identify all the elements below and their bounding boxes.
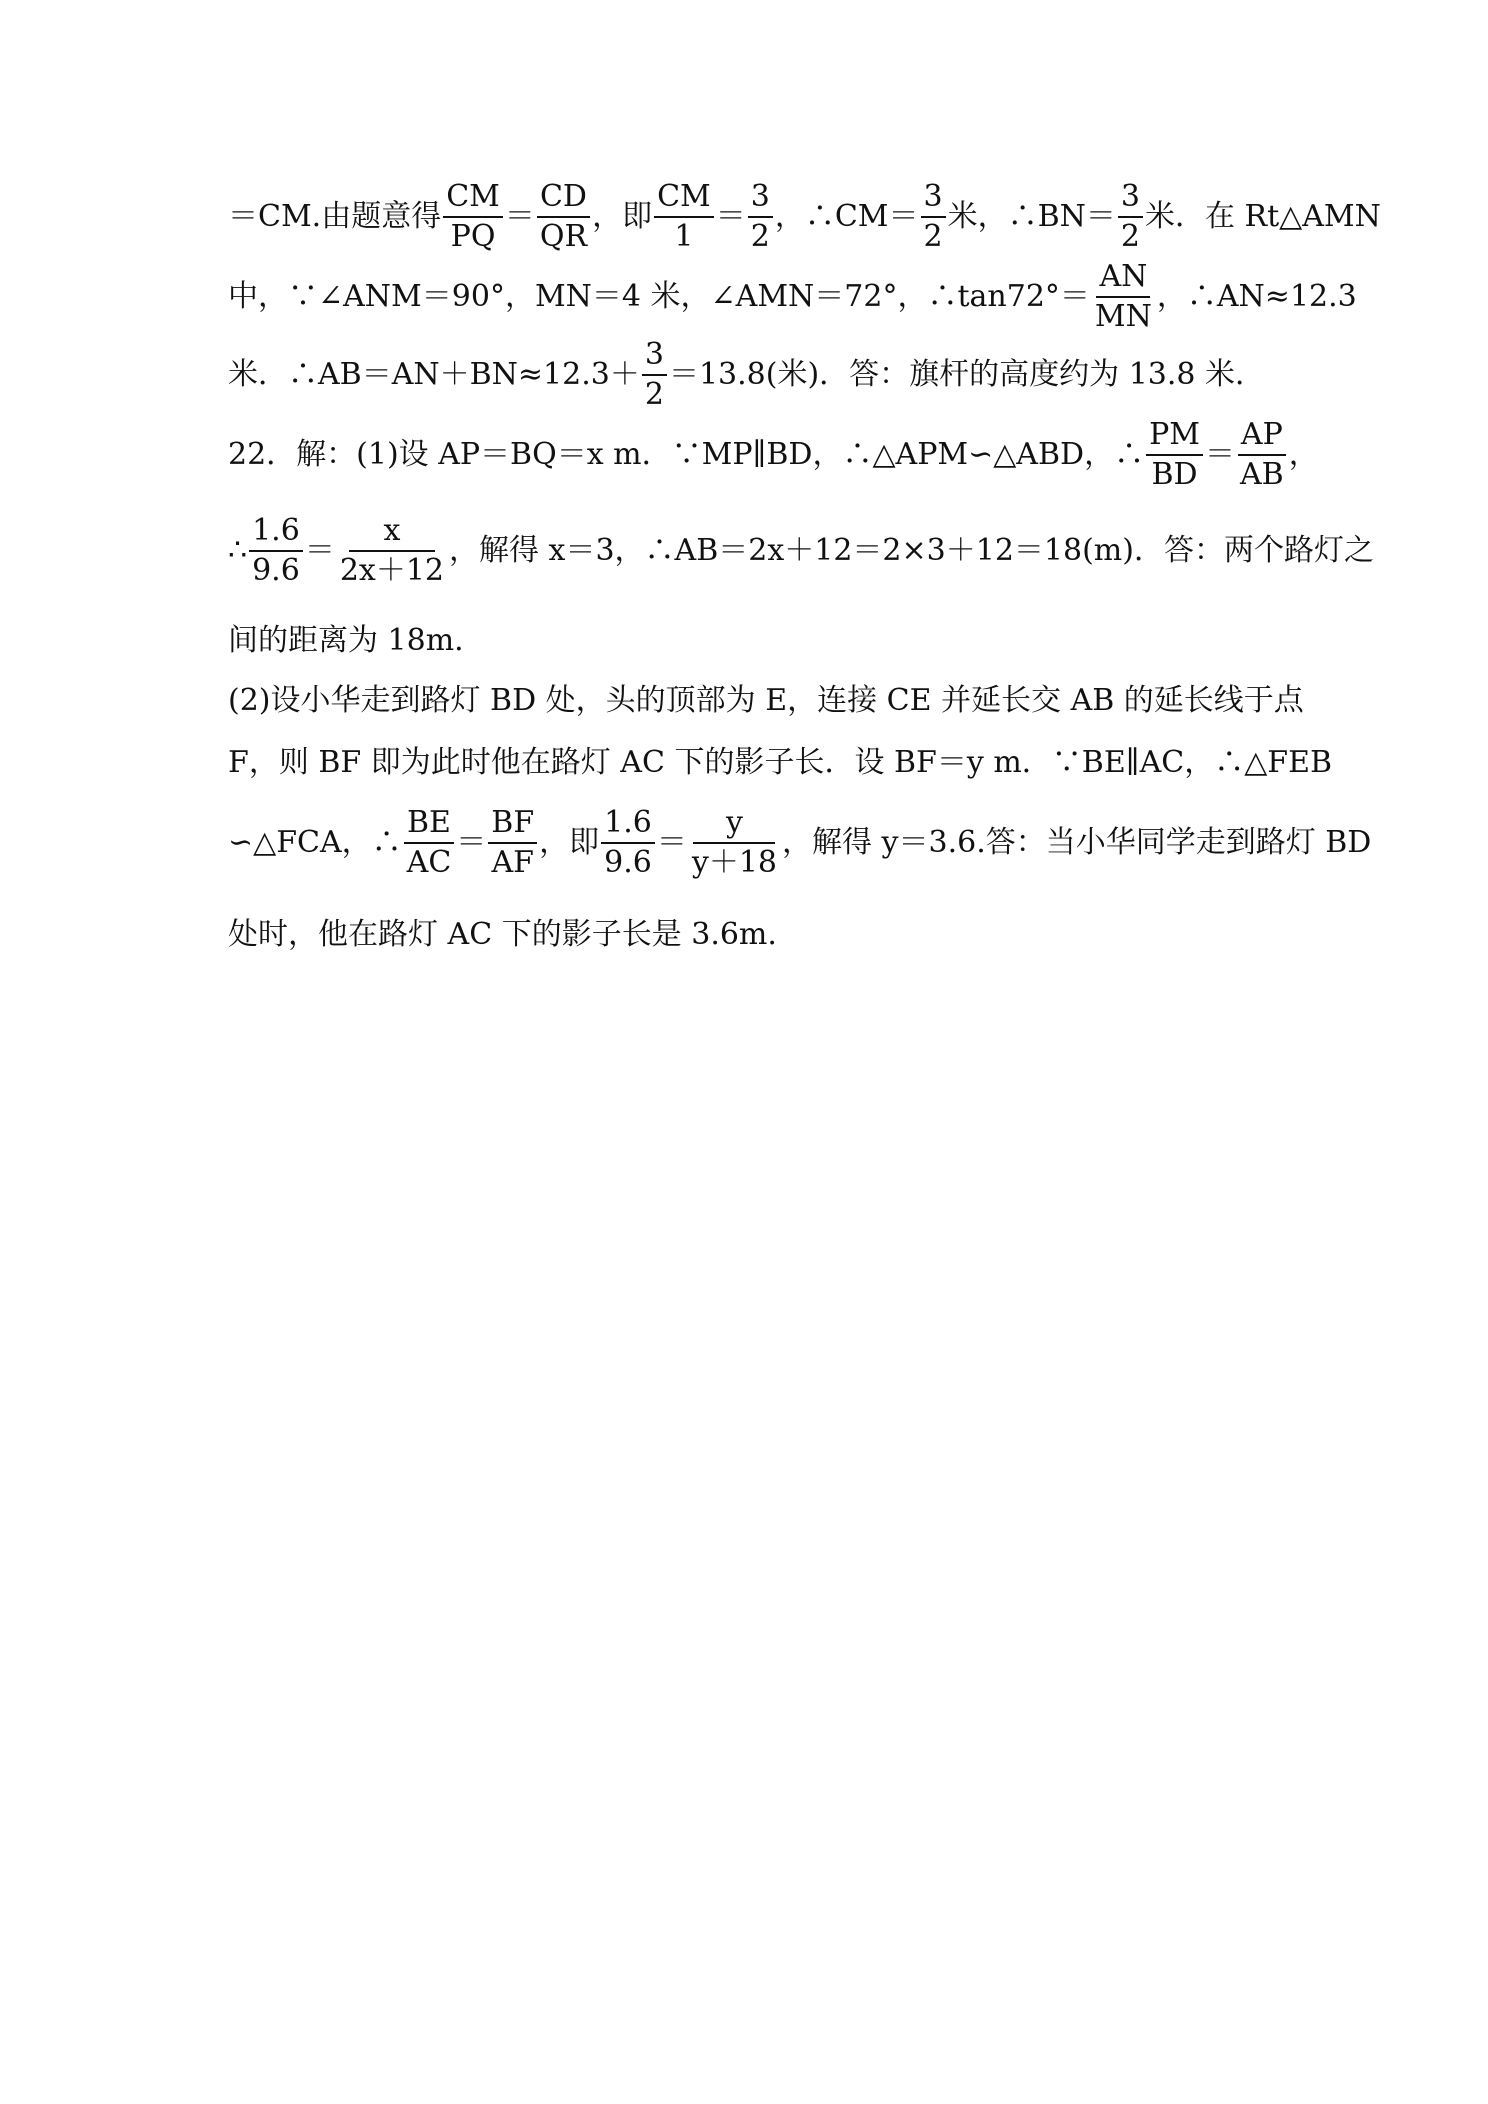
fraction-numerator: BF	[488, 806, 537, 844]
fraction-denominator: 2	[750, 219, 770, 254]
fraction-numerator: 1.6	[601, 806, 655, 844]
text-line-9	[228, 798, 1372, 888]
text-segment: ＝	[456, 825, 487, 860]
text-segment: ＝13.8(米)．答：旗杆的高度约为 13.8 米．	[668, 357, 1266, 392]
fraction-numerator: AN	[1096, 260, 1150, 298]
fraction	[642, 338, 667, 412]
text-line-5	[228, 506, 1374, 596]
fraction	[748, 180, 773, 254]
text-segment: F，则 BF 即为此时他在路灯 AC 下的影子长．设 BF＝y m．∵BE∥AC，∴△FEB	[228, 745, 1333, 780]
text-segment: ，解得 x＝3，∴AB＝2x＋12＝2×3＋12＝18(m)．答：两个路灯之	[449, 533, 1374, 568]
fraction-denominator: 1	[674, 219, 694, 254]
text-line-10	[228, 890, 1260, 980]
text-line-1	[228, 172, 1381, 262]
text-line-4	[228, 410, 1319, 500]
fraction	[488, 806, 537, 880]
text-segment: ＝	[304, 533, 335, 568]
fraction-numerator: CM	[443, 180, 503, 218]
fraction-denominator: y＋18	[691, 845, 777, 880]
fraction	[1237, 418, 1287, 492]
fraction	[1118, 180, 1143, 254]
text-line-8	[228, 718, 1333, 808]
text-segment: ，∴CM＝	[774, 199, 919, 234]
text-segment: (2)设小华走到路灯 BD 处，头的顶部为 E，连接 CE 并延长交 AB 的延长线于点	[228, 683, 1304, 718]
text-segment: 米，∴BN＝	[947, 199, 1116, 234]
fraction-denominator: 9.6	[252, 553, 300, 588]
fraction-denominator: 9.6	[604, 845, 652, 880]
fraction	[337, 514, 447, 588]
fraction	[404, 806, 455, 880]
fraction-denominator: PQ	[450, 219, 496, 254]
fraction-numerator: 3	[642, 338, 667, 376]
fraction-numerator: y	[693, 806, 775, 844]
fraction-denominator: 2	[1120, 219, 1140, 254]
fraction	[1146, 418, 1203, 492]
fraction-denominator: AF	[491, 845, 534, 880]
fraction-numerator: BE	[404, 806, 454, 844]
fraction-numerator: 3	[748, 180, 773, 218]
fraction	[537, 180, 590, 254]
fraction	[443, 180, 503, 254]
fraction-denominator: 2	[644, 377, 664, 412]
text-segment: ＝	[656, 825, 687, 860]
text-segment: ，即	[539, 825, 600, 860]
fraction-numerator: x	[349, 514, 435, 552]
fraction-numerator: PM	[1146, 418, 1203, 456]
text-segment: 中，∵∠ANM＝90°，MN＝4 米，∠AMN＝72°，∴tan72°＝	[228, 279, 1090, 314]
fraction	[654, 180, 714, 254]
fraction-numerator: 3	[921, 180, 946, 218]
text-segment: 米．∴AB＝AN＋BN≈12.3＋	[228, 357, 640, 392]
text-segment: ∴	[228, 533, 248, 568]
fraction	[249, 514, 303, 588]
text-segment: ，解得 y＝3.6.答：当小华同学走到路灯 BD	[782, 825, 1372, 860]
fraction-numerator: CD	[537, 180, 590, 218]
fraction-numerator: AP	[1238, 418, 1286, 456]
text-segment: ＝	[715, 199, 746, 234]
text-segment: ＝	[1204, 437, 1235, 472]
fraction-denominator: MN	[1094, 299, 1152, 334]
fraction-denominator: BD	[1151, 457, 1198, 492]
text-line-3	[228, 330, 1266, 420]
fraction-numerator: CM	[654, 180, 714, 218]
fraction-denominator: 2	[923, 219, 943, 254]
fraction	[921, 180, 946, 254]
fraction	[601, 806, 655, 880]
fraction-numerator: 1.6	[249, 514, 303, 552]
fraction-numerator: 3	[1118, 180, 1143, 218]
text-segment: 间的距离为 18m.	[228, 623, 464, 658]
text-segment: 22．解：(1)设 AP＝BQ＝x m．∵MP∥BD，∴△APM∽△ABD，∴	[228, 437, 1145, 472]
fraction-denominator: AB	[1239, 457, 1284, 492]
fraction-denominator: QR	[539, 219, 588, 254]
fraction-denominator: AC	[406, 845, 452, 880]
text-segment: ＝	[504, 199, 535, 234]
fraction	[1092, 260, 1155, 334]
text-segment: ＝CM.由题意得	[228, 199, 442, 234]
text-segment: 米．在 Rt△AMN	[1145, 199, 1381, 234]
text-segment: ，	[1288, 437, 1319, 472]
text-segment: ，即	[592, 199, 653, 234]
text-segment: ∽△FCA，∴	[228, 825, 402, 860]
fraction-denominator: 2x＋12	[339, 553, 444, 588]
fraction	[689, 806, 780, 880]
text-line-2	[228, 252, 1357, 342]
text-segment: ，∴AN≈12.3	[1156, 279, 1357, 314]
text-segment: 处时，他在路灯 AC 下的影子长是 3.6m.	[228, 917, 777, 952]
